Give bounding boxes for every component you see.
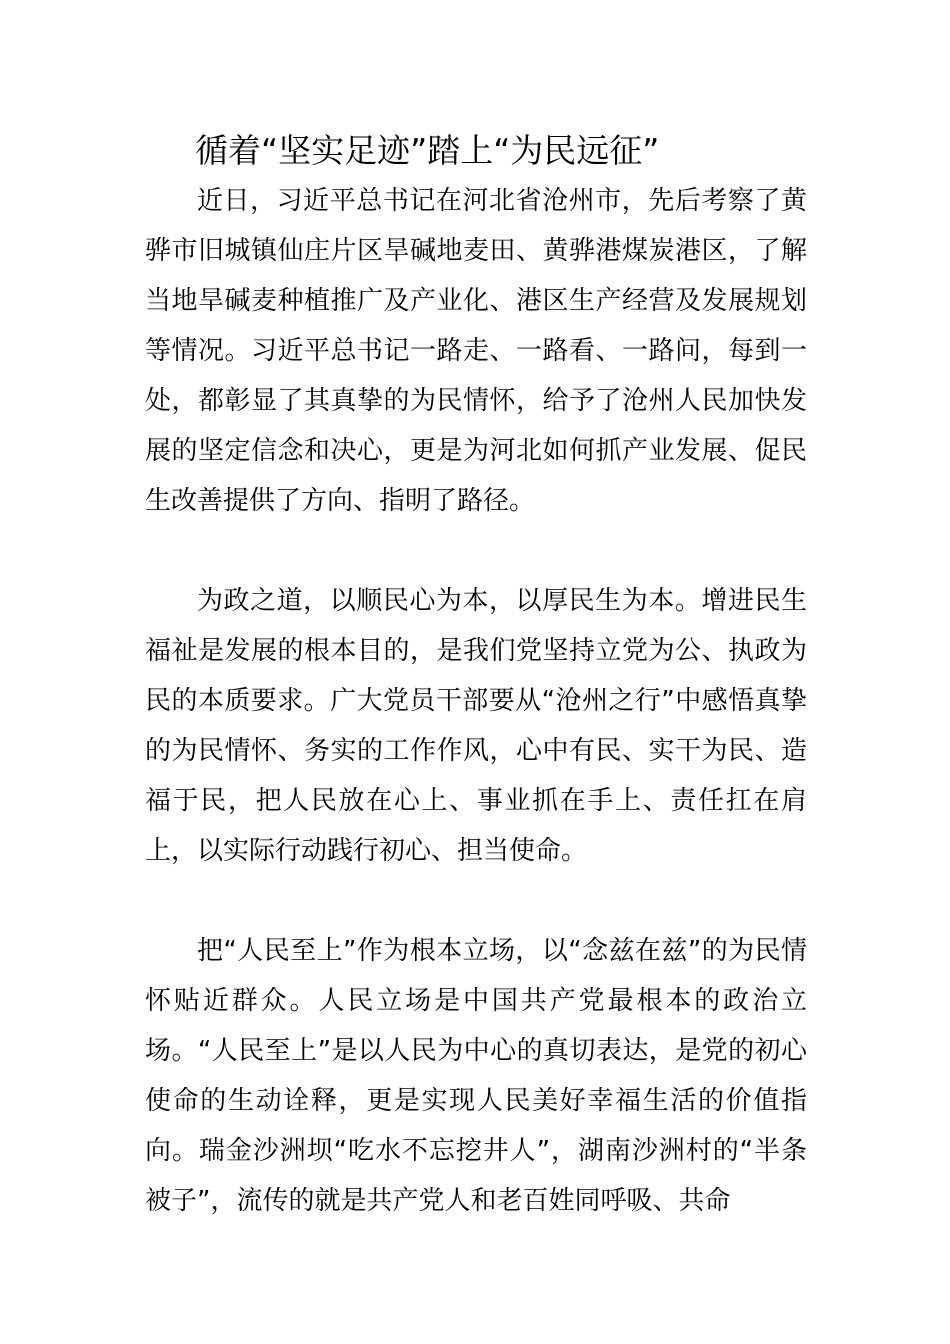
document-title: 循着“坚实足迹”踏上“为民远征”: [195, 131, 660, 170]
paragraph-spacer: [145, 876, 807, 926]
paragraph-spacer: [145, 526, 807, 576]
paragraph-2: 为政之道，以顺民心为本，以厚民生为本。增进民生福祉是发展的根本目的，是我们党坚持立党为公、执政为民的本质要求。广大党员干部要从“沧州之行”中感悟真挚的为民情怀、务实的工作作风，心中有民、实干为民、造福于民，把人民放在心上、事业抓在手上、责任扛在肩上，以实际行动践行初心、担当使命。: [145, 586, 807, 866]
paragraph-3: 把“人民至上”作为根本立场，以“念兹在兹”的为民情怀贴近群众。人民立场是中国共产党最根本的政治立场。“人民至上”是以人民为中心的真切表达，是党的初心使命的生动诠释，更是实现人民美好幸福生活的价值指向。瑞金沙洲坝“吃水不忘挖井人”，湖南沙洲村的“半条被子”，流传的就是共产党人和老百姓同呼吸、共命: [145, 936, 807, 1216]
document-page: [145, 126, 807, 1226]
paragraph-1: 近日，习近平总书记在河北省沧州市，先后考察了黄骅市旧城镇仙庄片区旱碱地麦田、黄骅港煤炭港区，了解当地旱碱麦种植推广及产业化、港区生产经营及发展规划等情况。习近平总书记一路走、一路看、一路问，每到一处，都彰显了其真挚的为民情怀，给予了沧州人民加快发展的坚定信念和决心，更是为河北如何抓产业发展、促民生改善提供了方向、指明了路径。: [145, 186, 807, 516]
